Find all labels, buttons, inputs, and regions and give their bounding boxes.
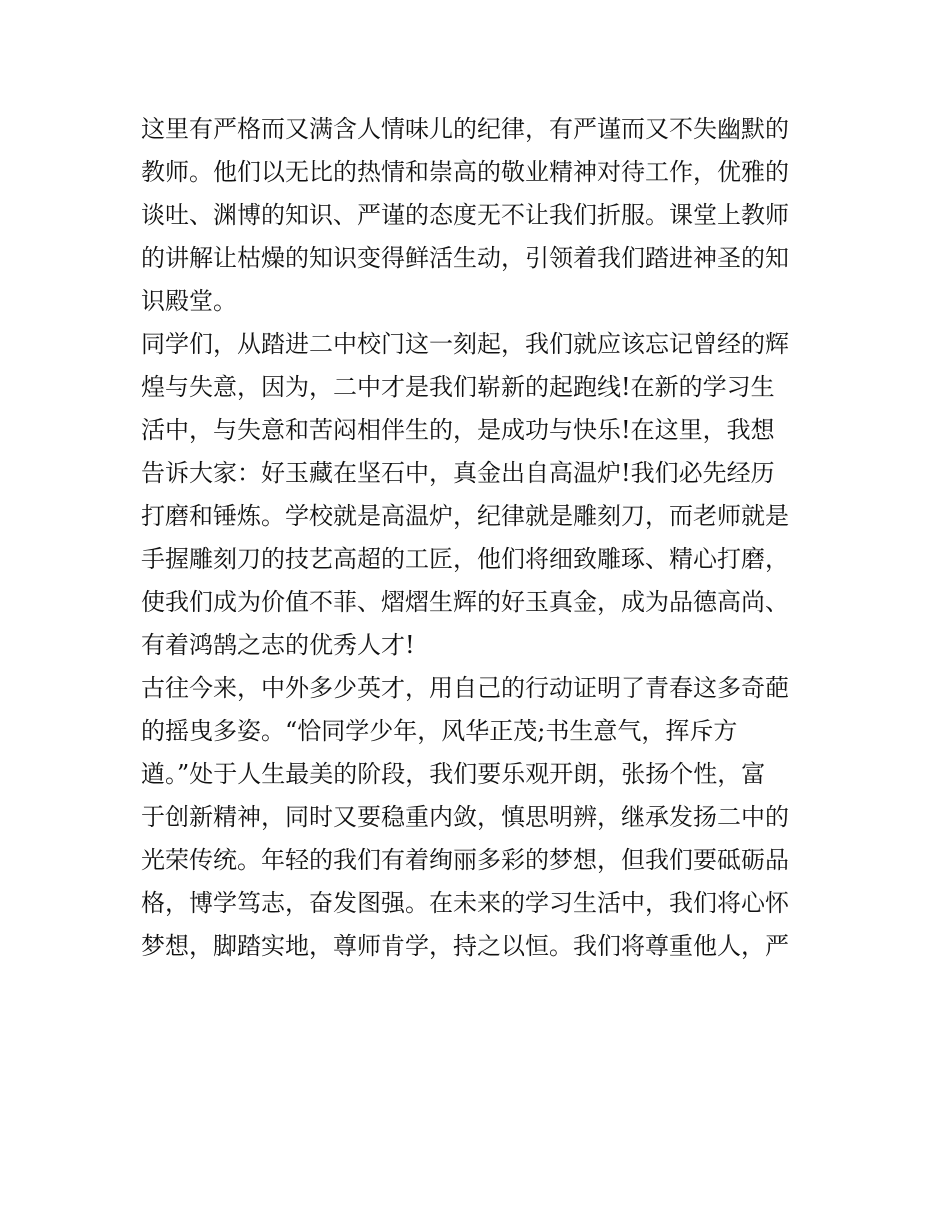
text-line: 打磨和锤炼。学校就是高温炉，纪律就是雕刻刀，而老师就是	[141, 502, 789, 530]
text-line: 遒。”处于人生最美的阶段，我们要乐观开朗，张扬个性，富	[141, 760, 766, 788]
text-line: 光荣传统。年轻的我们有着绚丽多彩的梦想，但我们要砥砺品	[141, 846, 789, 874]
text-line: 格，博学笃志，奋发图强。在未来的学习生活中，我们将心怀	[141, 889, 789, 917]
text-line: 识殿堂。	[141, 287, 237, 315]
text-line: 梦想，脚踏实地，尊师肯学，持之以恒。我们将尊重他人，严	[141, 932, 789, 960]
text-line: 告诉大家：好玉藏在坚石中，真金出自高温炉!我们必先经历	[141, 459, 775, 487]
text-line: 活中，与失意和苦闷相伴生的，是成功与快乐!在这里，我想	[141, 416, 775, 444]
text-line: 使我们成为价值不菲、熠熠生辉的好玉真金，成为品德高尚、	[141, 588, 789, 616]
text-line: 教师。他们以无比的热情和崇高的敬业精神对待工作，优雅的	[141, 158, 789, 186]
body-text	[141, 108, 821, 968]
text-line: 有着鸿鹄之志的优秀人才!	[141, 631, 415, 659]
text-line: 这里有严格而又满含人情味儿的纪律，有严谨而又不失幽默的	[141, 115, 789, 143]
text-line: 古往今来，中外多少英才，用自己的行动证明了青春这多奇葩	[141, 674, 789, 702]
text-line: 谈吐、渊博的知识、严谨的态度无不让我们折服。课堂上教师	[141, 201, 789, 229]
text-line: 的摇曳多姿。“恰同学少年，风华正茂;书生意气，挥斥方	[141, 717, 738, 745]
text-line: 煌与失意，因为，二中才是我们崭新的起跑线!在新的学习生	[141, 373, 775, 401]
text-line: 的讲解让枯燥的知识变得鲜活生动，引领着我们踏进神圣的知	[141, 244, 789, 272]
text-line: 同学们，从踏进二中校门这一刻起，我们就应该忘记曾经的辉	[141, 330, 789, 358]
text-line: 于创新精神，同时又要稳重内敛，慎思明辨，继承发扬二中的	[141, 803, 789, 831]
text-line: 手握雕刻刀的技艺高超的工匠，他们将细致雕琢、精心打磨，	[141, 545, 789, 573]
